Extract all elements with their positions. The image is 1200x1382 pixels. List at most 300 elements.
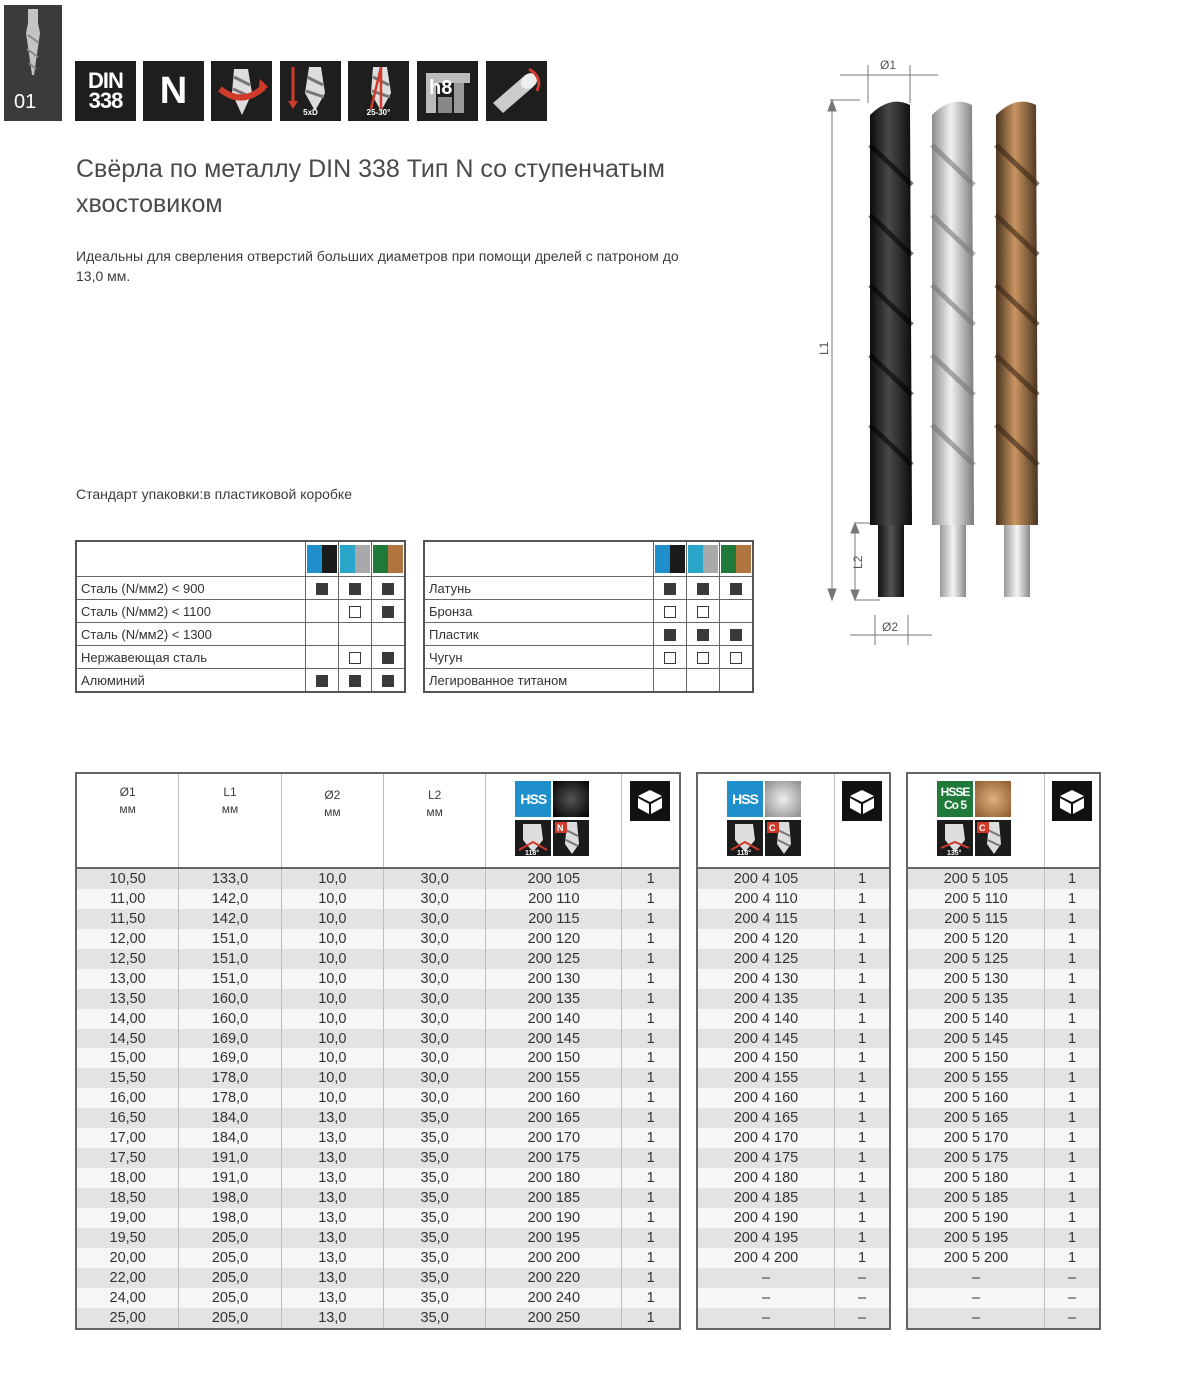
cell-d1: 16,00 [77,1088,179,1108]
cell-d2: 13,0 [282,1188,384,1208]
cell-article: 200 195 [486,1228,622,1248]
table-row [908,1048,1099,1068]
cell-qty: 1 [646,1309,655,1326]
din-number: 338 [88,88,123,113]
col-l1-header: L1 мм [179,774,281,867]
package-box-icon [1052,781,1092,821]
cell-qty: 1 [857,1090,867,1107]
table-row [698,1168,889,1188]
conditional-mark [664,606,676,618]
cell-qty: 1 [646,1070,655,1087]
cell-qty: 1 [646,1229,655,1246]
table-row [908,1009,1099,1029]
cell-d1: 22,00 [77,1268,179,1288]
cell-qty: – [857,1289,867,1306]
cell-qty: – [1067,1309,1077,1326]
suitable-mark [382,652,394,664]
cell-article: 200 4 150 [698,1048,835,1068]
cell-article: 200 5 200 [908,1248,1045,1268]
cell-l2: 35,0 [384,1188,486,1208]
material-row [424,669,753,693]
table-row [698,1288,889,1308]
cell-article: 200 105 [486,869,622,889]
cell-qty: 1 [1067,1170,1077,1187]
cell-l1: 205,0 [179,1248,281,1268]
table-row [698,1088,889,1108]
page-title: Свёрла по металлу DIN 338 Тип N со ступенчатым хвостовиком [76,155,665,218]
cell-article: 200 220 [486,1268,622,1288]
cell-qty: 1 [1067,930,1077,947]
cell-qty: 1 [646,950,655,967]
table-row [908,1208,1099,1228]
table-row [908,1108,1099,1128]
cell-article: 200 4 115 [698,909,835,929]
cell-d1: 16,50 [77,1108,179,1128]
cell-article: 200 5 155 [908,1068,1045,1088]
swatch-hss-black [307,545,337,573]
cell-article: 200 4 130 [698,969,835,989]
cell-qty: – [1067,1289,1077,1306]
cell-qty: 1 [646,990,655,1007]
swatch-hss-black [655,545,685,573]
table-row [77,869,679,889]
cell-d2: 13,0 [282,1108,384,1128]
cell-article: 200 140 [486,1009,622,1029]
swatch-hsse-copper [373,545,403,573]
swatch-hss-grey [340,545,370,573]
cell-article: 200 4 175 [698,1148,835,1168]
cell-d1: 13,50 [77,989,179,1009]
cell-qty: 1 [646,1110,655,1127]
cell-l1: 151,0 [179,929,281,949]
cell-l1: 205,0 [179,1268,281,1288]
cell-d2: 10,0 [282,969,384,989]
cell-d2: 10,0 [282,869,384,889]
svg-text:C: C [979,823,986,833]
table-row [698,1128,889,1148]
type-n-icon [143,61,204,121]
cell-article: 200 135 [486,989,622,1009]
table-row [908,1288,1099,1308]
cell-qty: 1 [857,1190,867,1206]
cell-article: 200 4 160 [698,1088,835,1108]
table-row [77,929,679,949]
table-row [698,929,889,949]
cell-article: 200 5 120 [908,929,1045,949]
cell-article: 200 250 [486,1308,622,1328]
hsse-co5-badge: HSSE Co 5 [937,781,973,817]
table-row [908,969,1099,989]
cell-article: 200 5 145 [908,1029,1045,1049]
package-box-icon [842,781,882,821]
suitable-mark [316,583,328,595]
material-row [424,646,753,669]
table-row [698,969,889,989]
cell-qty: 1 [646,890,655,907]
cell-l2: 35,0 [384,1288,486,1308]
cell-qty: 1 [646,1209,655,1226]
table-row [698,889,889,909]
cell-article: 200 200 [486,1248,622,1268]
material-name: Сталь (N/мм2) < 900 [76,577,306,600]
suitable-mark [730,583,742,595]
cell-l2: 35,0 [384,1248,486,1268]
cell-l1: 198,0 [179,1188,281,1208]
cell-article: 200 190 [486,1208,622,1228]
cell-d2: 13,0 [282,1148,384,1168]
cell-qty: 1 [1067,1110,1077,1127]
suitable-mark [382,675,394,687]
cell-article: 200 4 105 [698,869,835,889]
cell-d2: 10,0 [282,1029,384,1049]
cell-d2: 13,0 [282,1128,384,1148]
drill-depth-caption: 5xD [303,108,318,117]
cell-l1: 160,0 [179,989,281,1009]
type-n-label: N [159,69,188,112]
svg-text:118°: 118° [525,850,540,857]
black-finish-swatch [553,781,589,817]
dim-l1: L1 [817,341,831,355]
cell-article: 200 5 115 [908,909,1045,929]
cell-d1: 20,00 [77,1248,179,1268]
col-qty-header [1045,774,1099,867]
cell-qty: 1 [646,1249,655,1266]
cell-l2: 30,0 [384,969,486,989]
material-row [76,646,405,669]
cell-qty: 1 [1067,950,1077,967]
cell-l2: 30,0 [384,1029,486,1049]
cell-l1: 151,0 [179,949,281,969]
cell-qty: 1 [646,1050,655,1067]
table-row [77,1128,679,1148]
cell-d1: 14,50 [77,1029,179,1049]
cell-l1: 151,0 [179,969,281,989]
cell-d1: 11,50 [77,909,179,929]
cell-article: 200 5 125 [908,949,1045,969]
cell-qty: 1 [1067,871,1077,887]
suitable-mark [664,629,676,641]
bright-finish-swatch [765,781,801,817]
copper-finish-swatch [975,781,1011,817]
table-row [698,1188,889,1208]
cell-d1: 11,00 [77,889,179,909]
cell-d2: 10,0 [282,889,384,909]
table-row [77,1208,679,1228]
cell-d1: 13,00 [77,969,179,989]
cell-l1: 205,0 [179,1288,281,1308]
table-row [77,1168,679,1188]
cell-qty: 1 [1067,1229,1077,1246]
type-n-drill-icon [553,820,589,856]
cell-l2: 35,0 [384,1108,486,1128]
table-row [908,929,1099,949]
cell-qty: – [857,1309,867,1326]
table-row [77,1048,679,1068]
cell-l1: 205,0 [179,1228,281,1248]
cell-l1: 184,0 [179,1128,281,1148]
materials-table-right [423,540,754,693]
table-row [908,1168,1099,1188]
swatch-hss-grey [688,545,718,573]
cell-l2: 30,0 [384,869,486,889]
cell-d1: 12,50 [77,949,179,969]
cell-article: 200 240 [486,1288,622,1308]
cell-d2: 10,0 [282,1048,384,1068]
cell-d1: 19,00 [77,1208,179,1228]
cell-qty: 1 [857,1110,867,1127]
helix-angle-caption: 25-30° [366,108,391,117]
suitable-mark [382,583,394,595]
drill-depth-icon [280,61,341,121]
cell-article: 200 185 [486,1188,622,1208]
article-table-hss-n [75,772,681,1330]
table-row [77,949,679,969]
cell-qty: 1 [857,910,867,927]
cell-l1: 184,0 [179,1108,281,1128]
cell-qty: 1 [857,950,867,967]
cell-qty: 1 [1067,1130,1077,1147]
cell-l2: 35,0 [384,1128,486,1148]
cell-qty: 1 [857,1229,867,1246]
dim-d1: Ø1 [880,58,897,72]
cell-qty: 1 [1067,970,1077,987]
cell-qty: 1 [1067,990,1077,1007]
cell-d2: 13,0 [282,1268,384,1288]
table-row [77,1068,679,1088]
materials-table-left [75,540,406,693]
hss-badge: HSS [515,781,551,817]
table-row [77,989,679,1009]
cell-l1: 191,0 [179,1148,281,1168]
tolerance-h8-icon [417,61,478,121]
material-row [76,669,405,693]
cell-article: – [908,1268,1045,1288]
conditional-mark [697,606,709,618]
cell-l2: 35,0 [384,1268,486,1288]
cell-qty: 1 [1067,1249,1077,1266]
cell-article: 200 150 [486,1048,622,1068]
col-article-hss-c-header [698,774,835,867]
cell-article: 200 4 125 [698,949,835,969]
table-row [77,969,679,989]
cell-l2: 30,0 [384,1088,486,1108]
cell-l2: 30,0 [384,889,486,909]
material-name: Бронза [424,600,654,623]
table-row [908,889,1099,909]
cell-qty: 1 [1067,890,1077,907]
table-row [908,989,1099,1009]
conditional-mark [697,652,709,664]
cell-article: 200 4 135 [698,989,835,1009]
col-l2-header: L2 мм [384,774,486,867]
cell-l1: 178,0 [179,1068,281,1088]
cell-article: 200 5 170 [908,1128,1045,1148]
cell-qty: 1 [646,1150,655,1167]
table-row [698,1108,889,1128]
cell-qty: 1 [646,1269,655,1286]
cell-d2: 13,0 [282,1208,384,1228]
din-338-icon [75,61,136,121]
helix-angle-icon [348,61,409,121]
dim-d2: Ø2 [882,620,899,634]
category-number: 01 [14,91,37,113]
svg-text:135°: 135° [947,850,962,857]
material-name: Латунь [424,577,654,600]
cell-article: 200 4 140 [698,1009,835,1029]
conditional-mark [730,652,742,664]
cell-qty: 1 [1067,1209,1077,1226]
cell-article: 200 5 185 [908,1188,1045,1208]
cell-article: 200 125 [486,949,622,969]
table-row [698,1029,889,1049]
cell-qty: 1 [857,1170,867,1187]
cell-article: 200 5 130 [908,969,1045,989]
cell-d2: 10,0 [282,989,384,1009]
cell-l1: 205,0 [179,1308,281,1328]
product-description: Идеальны для сверления отверстий больших диаметров при помощи дрелей с патроном до 13,0 мм. [76,248,679,284]
cell-article: 200 5 150 [908,1048,1045,1068]
cell-article: 200 5 135 [908,989,1045,1009]
table-row [698,909,889,929]
table-row [698,1148,889,1168]
material-name: Сталь (N/мм2) < 1100 [76,600,306,623]
suitable-mark [316,675,328,687]
cell-d2: 10,0 [282,949,384,969]
cell-d1: 19,50 [77,1228,179,1248]
table-row [77,1248,679,1268]
cell-qty: 1 [1067,1070,1077,1087]
cell-qty: 1 [857,1209,867,1226]
cell-d2: 13,0 [282,1308,384,1328]
cell-article: 200 4 110 [698,889,835,909]
cell-article: 200 4 155 [698,1068,835,1088]
table-row [77,889,679,909]
table-row [77,1029,679,1049]
table-row [908,1268,1099,1288]
table-row [77,1228,679,1248]
cell-qty: 1 [857,871,867,887]
cell-qty: 1 [857,930,867,947]
col-article-hss-n-header [486,774,622,867]
material-row [76,623,405,646]
cell-qty: 1 [857,970,867,987]
cell-article: 200 175 [486,1148,622,1168]
package-box-icon [630,781,670,821]
cell-l2: 35,0 [384,1228,486,1248]
conditional-mark [664,652,676,664]
table-row [908,1248,1099,1268]
cell-article: 200 145 [486,1029,622,1049]
suitable-mark [730,629,742,641]
cell-article: 200 5 110 [908,889,1045,909]
cell-qty: 1 [646,871,655,887]
drill-bit-icon [4,5,62,85]
material-row [76,577,405,600]
table-row [77,1308,679,1328]
table-row [698,1009,889,1029]
cell-article: 200 4 200 [698,1248,835,1268]
suitable-mark [697,629,709,641]
col-qty-header [835,774,889,867]
cell-qty: 1 [646,930,655,947]
cell-qty: 1 [646,1090,655,1107]
svg-text:C: C [769,823,776,833]
cell-qty: 1 [857,1070,867,1087]
cell-article: 200 4 185 [698,1188,835,1208]
col-article-hsse-header [908,774,1045,867]
cell-l2: 30,0 [384,1009,486,1029]
table-row [77,1188,679,1208]
cell-qty: 1 [646,1289,655,1306]
suitable-mark [664,583,676,595]
cell-article: 200 4 170 [698,1128,835,1148]
right-hand-rotation-icon [211,61,272,121]
material-row [424,577,753,600]
cell-qty: 1 [646,1170,655,1187]
svg-text:118°: 118° [737,850,752,857]
cell-l1: 169,0 [179,1029,281,1049]
cell-d1: 15,50 [77,1068,179,1088]
table-row [908,1068,1099,1088]
cell-article: 200 165 [486,1108,622,1128]
cell-article: 200 180 [486,1168,622,1188]
col-d1-header: Ø1 мм [77,774,179,867]
cell-l2: 35,0 [384,1208,486,1228]
cell-d2: 10,0 [282,929,384,949]
cell-article: 200 4 165 [698,1108,835,1128]
cell-qty: 1 [646,1010,655,1027]
table-row [908,1029,1099,1049]
table-row [698,1248,889,1268]
cell-article: 200 4 190 [698,1208,835,1228]
drill-diagram [817,55,1070,645]
cell-d1: 25,00 [77,1308,179,1328]
material-row [424,623,753,646]
cell-l2: 35,0 [384,1308,486,1328]
table-row [698,1308,889,1328]
cell-qty: 1 [646,1030,655,1047]
cell-l2: 30,0 [384,1068,486,1088]
cell-article: 200 115 [486,909,622,929]
material-row [76,600,405,623]
table-row [698,989,889,1009]
reduced-shank-icon [486,61,547,121]
suitable-mark [349,675,361,687]
cell-l1: 142,0 [179,889,281,909]
category-badge [4,5,62,121]
cell-d1: 12,00 [77,929,179,949]
cell-article: 200 5 105 [908,869,1045,889]
cell-qty: 1 [646,1190,655,1206]
cell-d2: 13,0 [282,1168,384,1188]
cell-d2: 13,0 [282,1288,384,1308]
cell-l1: 142,0 [179,909,281,929]
cell-article: 200 155 [486,1068,622,1088]
cell-article: 200 160 [486,1088,622,1108]
cell-qty: 1 [857,1030,867,1047]
material-name: Легированное титаном [424,669,654,693]
cell-qty: – [1067,1269,1077,1286]
cell-d1: 17,00 [77,1128,179,1148]
cell-qty: 1 [646,1130,655,1147]
cell-qty: 1 [1067,1050,1077,1067]
table-row [908,869,1099,889]
swatch-hsse-copper [721,545,751,573]
cell-article: 200 110 [486,889,622,909]
cell-d2: 13,0 [282,1228,384,1248]
hss-badge: HSS [727,781,763,817]
table-row [77,1009,679,1029]
